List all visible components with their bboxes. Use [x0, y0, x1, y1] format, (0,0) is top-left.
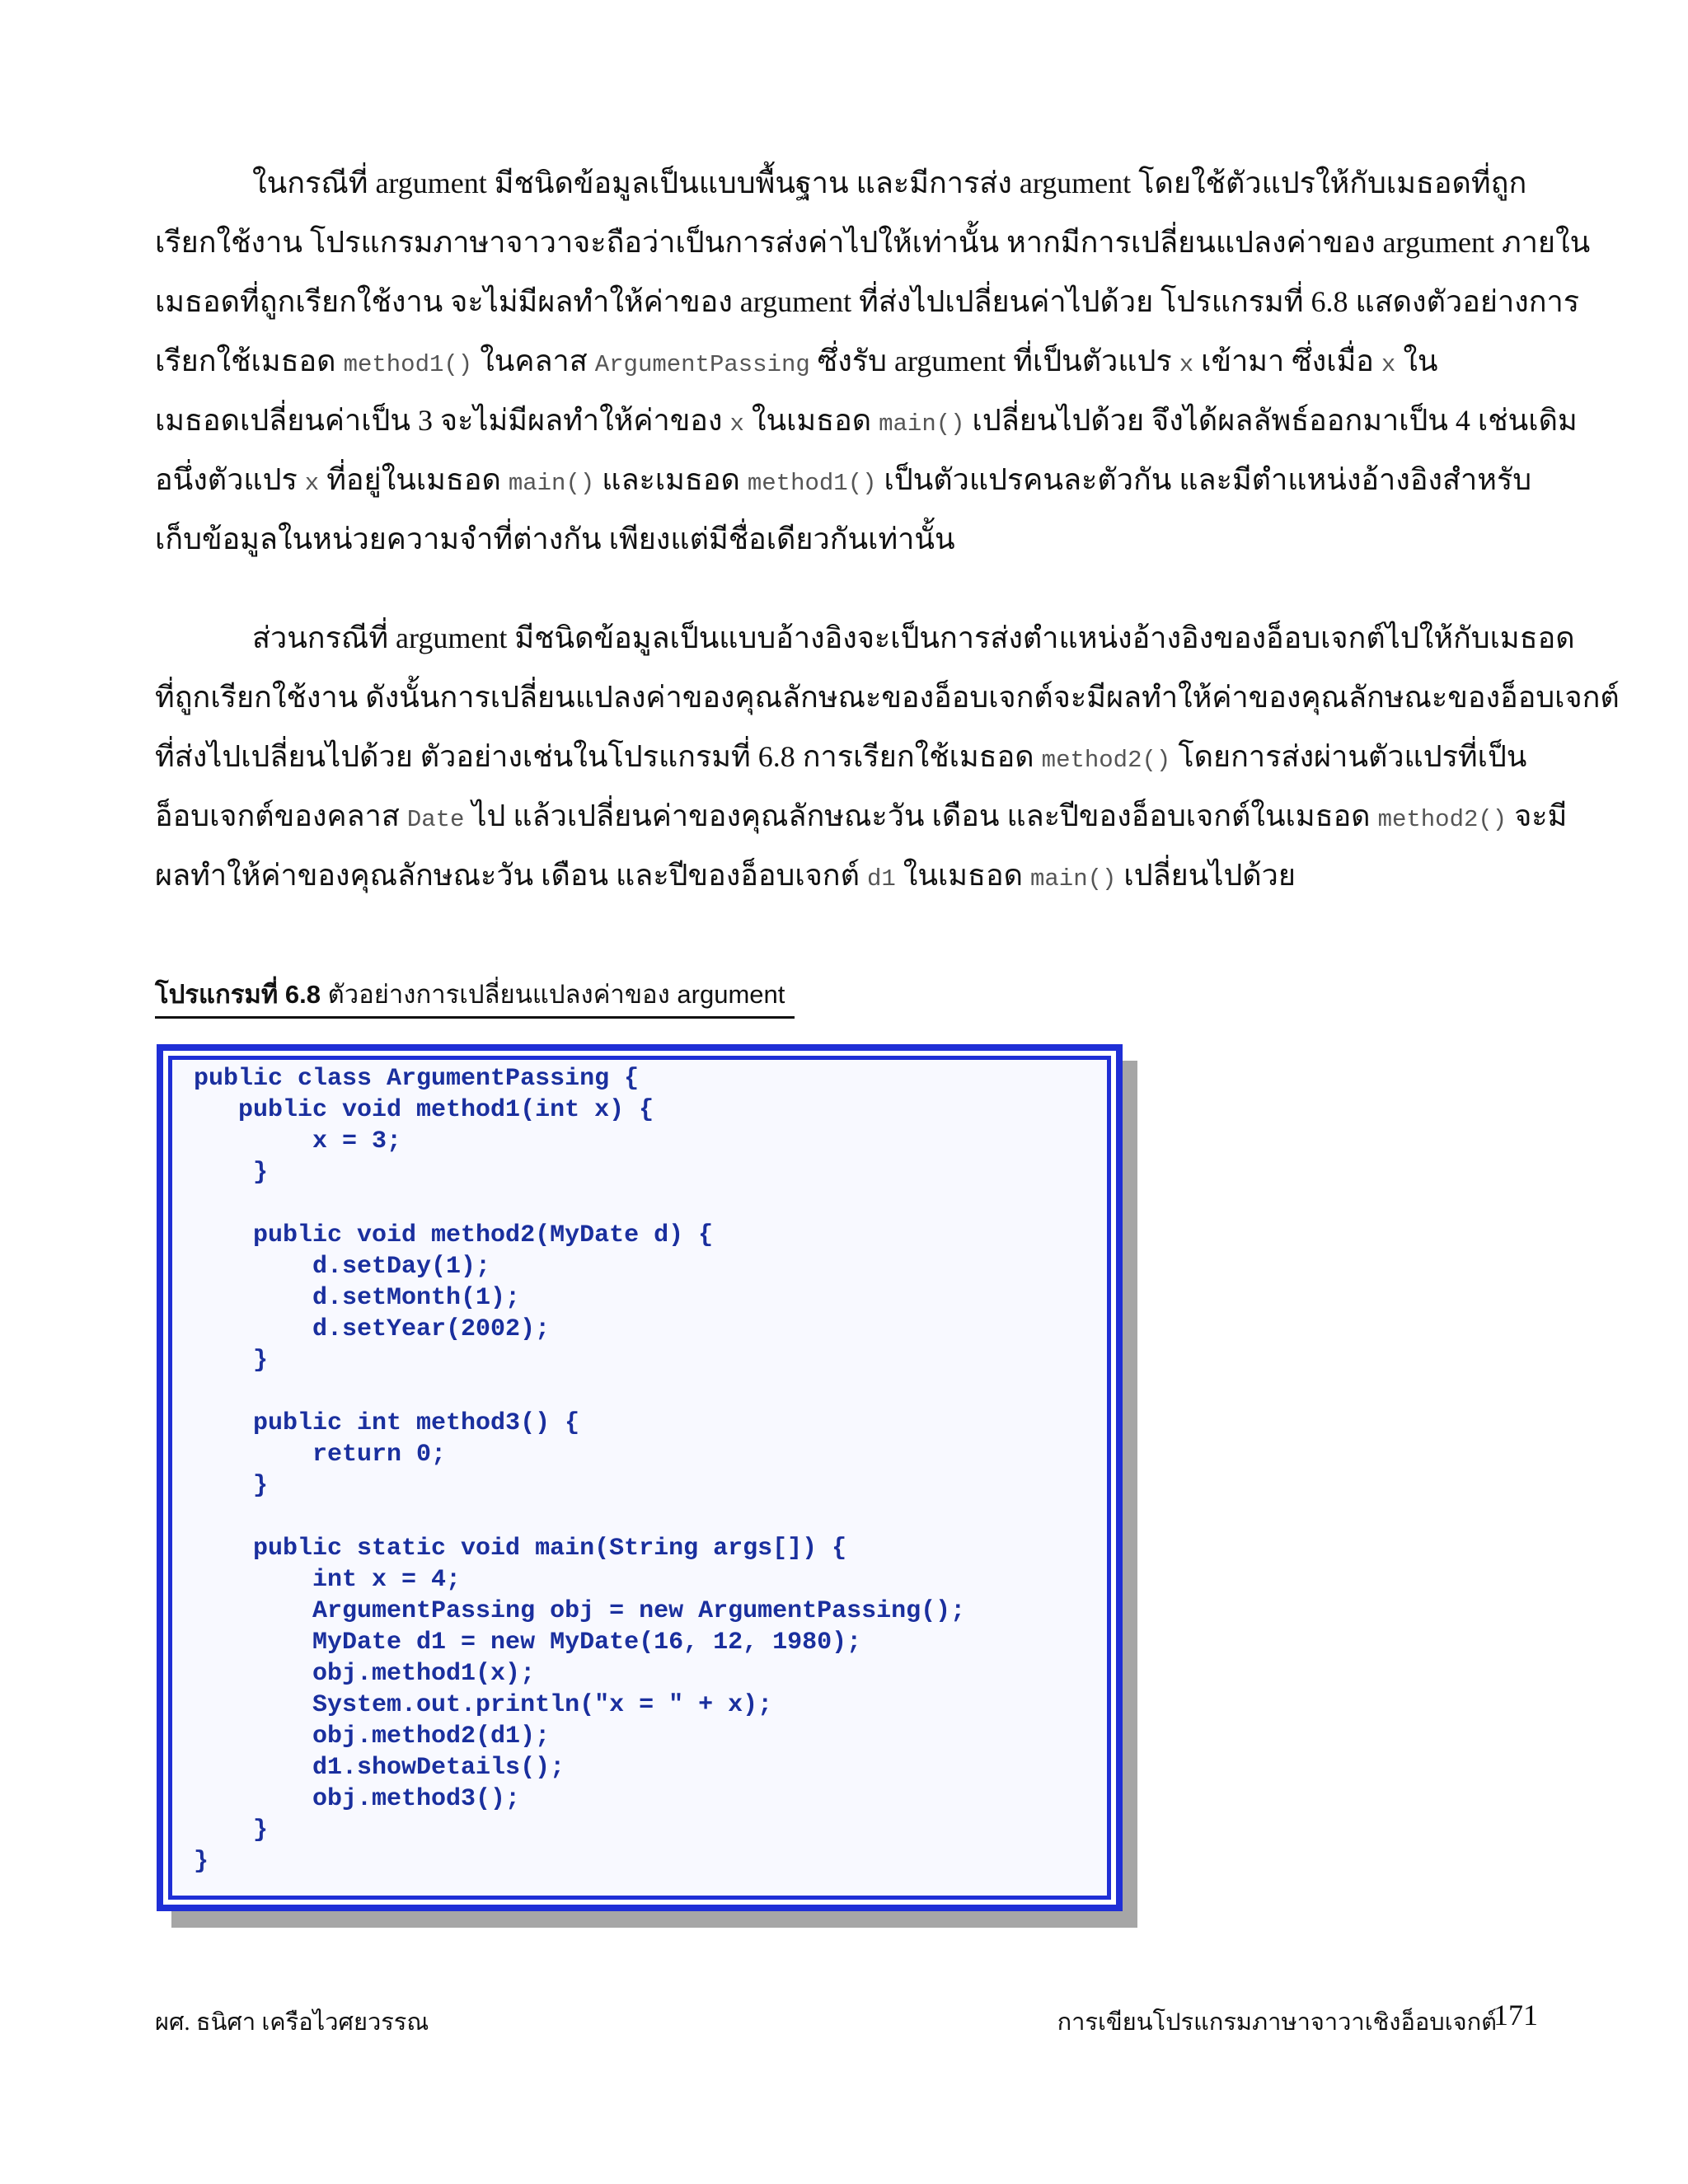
- paragraph-1-line-4: เรียกใช้เมธอด method1() ในคลาส ArgumentPassing ซึ่งรับ argument ที่เป็นตัวแปร x เข้ามา ซึ่งเมื่อ x ใน: [155, 344, 1438, 378]
- paragraph-2-line-1: ส่วนกรณีที่ argument มีชนิดข้อมูลเป็นแบบอ้างอิงจะเป็นการส่งตำแหน่งอ้างอิงของอ็อบเจกต์ไปให้กับเมธอด: [252, 621, 1575, 654]
- code-listing: [168, 1056, 1111, 1900]
- paragraph-1-line-5: เมธอดเปลี่ยนค่าเป็น 3 จะไม่มีผลทำให้ค่าของ x ในเมธอด main() เปลี่ยนไปด้วย จึงได้ผลลัพธ์ออกมาเป็น 4 เช่นเดิม: [155, 404, 1578, 438]
- inline-code: x: [1179, 351, 1194, 378]
- code-line: public void method1(int x) {: [194, 1096, 654, 1124]
- code-line: public int method3() {: [194, 1409, 580, 1437]
- paragraph-2-line-2: ที่ถูกเรียกใช้งาน ดังนั้นการเปลี่ยนแปลงค่าของคุณลักษณะของอ็อบเจกต์จะมีผลทำให้ค่าของคุณลักษณะของอ็อบเจกต์: [155, 681, 1620, 714]
- paragraph-1: [155, 153, 1591, 574]
- code-line: }: [194, 1347, 269, 1375]
- inline-code: main(): [508, 470, 595, 497]
- code-line: d.setDay(1);: [194, 1253, 491, 1281]
- program-caption: [155, 973, 795, 1019]
- paragraph-1-line-7: เก็บข้อมูลในหน่วยความจำที่ต่างกัน เพียงแต่มีชื่อเดียวกันเท่านั้น: [155, 523, 955, 555]
- footer-author: ผศ. ธนิศา เครือไวศยวรรณ: [155, 2009, 429, 2036]
- inline-code: method2(): [1377, 806, 1507, 833]
- paragraph-1-line-1: ในกรณีที่ argument มีชนิดข้อมูลเป็นแบบพื้นฐาน และมีการส่ง argument โดยใช้ตัวแปรให้กับเมธอดที่ถูก: [252, 166, 1527, 199]
- code-line: obj.method1(x);: [194, 1660, 536, 1688]
- paragraph-2: [155, 608, 1620, 905]
- inline-code: main(): [1030, 865, 1117, 893]
- code-line: ArgumentPassing obj = new ArgumentPassing();: [194, 1597, 966, 1625]
- code-line: public static void main(String args[]) {: [194, 1535, 847, 1563]
- paragraph-1-line-3: เมธอดที่ถูกเรียกใช้งาน จะไม่มีผลทำให้ค่าของ argument ที่ส่งไปเปลี่ยนค่าไปด้วย โปรแกรมที่ 6.8 แสดงตัวอย่างการ: [155, 285, 1580, 318]
- code-line: d1.showDetails();: [194, 1754, 565, 1782]
- paragraph-1-line-6: อนึ่งตัวแปร x ที่อยู่ในเมธอด main() และเมธอด method1() เป็นตัวแปรคนละตัวกัน และมีตำแหน่งอ้างอิงสำหรับ: [155, 463, 1532, 497]
- code-line: int x = 4;: [194, 1566, 462, 1594]
- code-listing-frame: [157, 1044, 1123, 1911]
- paragraph-2-line-5: ผลทำให้ค่าของคุณลักษณะวัน เดือน และปีของอ็อบเจกต์ d1 ในเมธอด main() เปลี่ยนไปด้วย: [155, 859, 1296, 893]
- inline-code: Date: [406, 806, 465, 833]
- footer-book-title: การเขียนโปรแกรมภาษาจาวาเชิงอ็อบเจกต์: [1057, 2009, 1497, 2036]
- page-number: 171: [1493, 1999, 1538, 2032]
- code-line: public class ArgumentPassing {: [194, 1065, 640, 1093]
- inline-code: x: [729, 410, 744, 438]
- code-line: x = 3;: [194, 1127, 402, 1155]
- code-line: d.setMonth(1);: [194, 1284, 521, 1312]
- inline-code: x: [304, 470, 320, 497]
- code-line: System.out.println("x = " + x);: [194, 1691, 773, 1719]
- program-number: โปรแกรมที่ 6.8: [155, 980, 321, 1009]
- code-line: obj.method2(d1);: [194, 1722, 551, 1750]
- paragraph-1-line-2: เรียกใช้งาน โปรแกรมภาษาจาวาจะถือว่าเป็นการส่งค่าไปให้เท่านั้น หากมีการเปลี่ยนแปลงค่าของ argument ภายใน: [155, 226, 1591, 259]
- inline-code: main(): [879, 410, 965, 438]
- program-caption-text: ตัวอย่างการเปลี่ยนแปลงค่าของ argument: [320, 980, 785, 1009]
- code-line: return 0;: [194, 1441, 447, 1469]
- inline-code: d1: [866, 865, 896, 893]
- inline-code: x: [1381, 351, 1396, 378]
- inline-code: method2(): [1041, 747, 1171, 774]
- code-line: public void method2(MyDate d) {: [194, 1221, 714, 1249]
- inline-code: method1(): [747, 470, 877, 497]
- code-line: }: [194, 1848, 209, 1876]
- paragraph-2-line-4: อ็อบเจกต์ของคลาส Date ไป แล้วเปลี่ยนค่าของคุณลักษณะวัน เดือน และปีของอ็อบเจกต์ในเมธอด method2() จะมี: [155, 799, 1568, 833]
- code-line: }: [194, 1472, 269, 1500]
- inline-code: method1(): [343, 351, 473, 378]
- paragraph-2-line-3: ที่ส่งไปเปลี่ยนไปด้วย ตัวอย่างเช่นในโปรแกรมที่ 6.8 การเรียกใช้เมธอด method2() โดยการส่งผ่านตัวแปรที่เป็น: [155, 740, 1527, 774]
- code-line: obj.method3();: [194, 1785, 521, 1813]
- code-line: }: [194, 1159, 269, 1187]
- code-line: }: [194, 1816, 269, 1844]
- inline-code: ArgumentPassing: [594, 351, 810, 378]
- code-line: MyDate d1 = new MyDate(16, 12, 1980);: [194, 1629, 862, 1657]
- code-line: d.setYear(2002);: [194, 1315, 551, 1343]
